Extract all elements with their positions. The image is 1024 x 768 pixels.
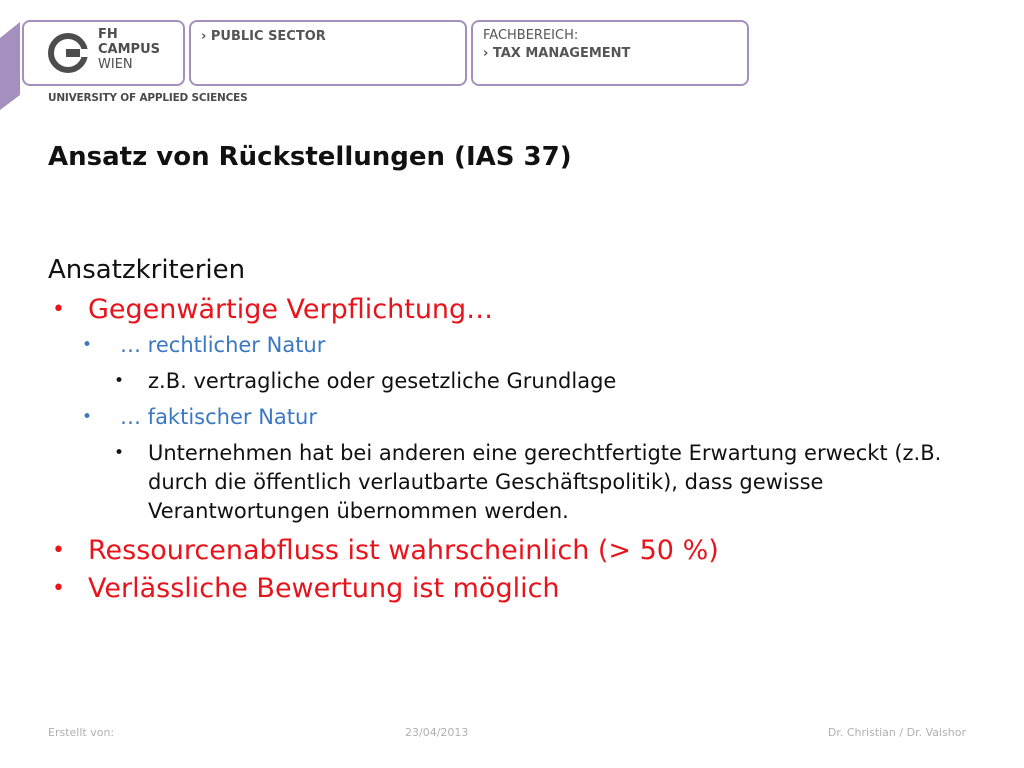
bullet-level3 bbox=[48, 367, 988, 395]
bullet-icon: • bbox=[114, 371, 125, 391]
fh-campus-logo-icon bbox=[46, 28, 90, 78]
bullet-level2 bbox=[48, 403, 988, 431]
bullet-text: Unternehmen hat bei anderen eine gerechtfertigte Erwartung erweckt (z.B. durch die öffentlich verlautbarte Geschäftspolitik), dass gewisse Verantwortungen übernommen werden. bbox=[148, 441, 942, 523]
footer-author-label: Erstellt von: bbox=[48, 726, 115, 739]
slide-title: Ansatz von Rückstellungen (IAS 37) bbox=[48, 142, 572, 172]
slide-content bbox=[48, 255, 988, 610]
bullet-text: Ressourcenabfluss ist wahrscheinlich (> 50 %) bbox=[88, 535, 719, 566]
logo-line-3: WIEN bbox=[98, 57, 133, 72]
bullet-text: Gegenwärtige Verpflichtung… bbox=[88, 294, 494, 325]
fachbereich-value: › TAX MANAGEMENT bbox=[483, 46, 631, 61]
footer-authors: Dr. Christian / Dr. Vaishor bbox=[827, 726, 966, 739]
bullet-text: … rechtlicher Natur bbox=[120, 333, 326, 357]
fachbereich-box bbox=[471, 20, 749, 86]
bullet-icon: • bbox=[82, 335, 93, 355]
bullet-level3 bbox=[48, 439, 988, 526]
bullet-icon: • bbox=[52, 297, 65, 322]
logo-box bbox=[22, 20, 185, 86]
bullet-level1 bbox=[48, 534, 988, 568]
bullet-text: z.B. vertragliche oder gesetzliche Grundlage bbox=[148, 369, 617, 393]
bullet-text: Verlässliche Bewertung ist möglich bbox=[88, 573, 560, 604]
bullet-text: … faktischer Natur bbox=[120, 405, 317, 429]
bullet-icon: • bbox=[52, 576, 65, 601]
footer-date: 23/04/2013 bbox=[405, 726, 469, 739]
bullet-level1 bbox=[48, 293, 988, 327]
logo-line-2: CAMPUS bbox=[98, 42, 160, 57]
fachbereich-label: FACHBEREICH: bbox=[483, 28, 579, 43]
criteria-heading: Ansatzkriterien bbox=[48, 255, 246, 285]
bullet-level2 bbox=[48, 331, 988, 359]
logo-text bbox=[98, 27, 160, 72]
bullet-icon: • bbox=[114, 443, 125, 463]
public-sector-box bbox=[189, 20, 467, 86]
public-sector-label: › PUBLIC SECTOR bbox=[201, 29, 326, 44]
bullet-level1 bbox=[48, 572, 988, 606]
logo-line-1: FH bbox=[98, 27, 118, 42]
corner-decoration bbox=[0, 0, 20, 110]
bullet-icon: • bbox=[52, 538, 65, 563]
bullet-icon: • bbox=[82, 407, 93, 427]
university-tagline: UNIVERSITY OF APPLIED SCIENCES bbox=[48, 92, 248, 104]
